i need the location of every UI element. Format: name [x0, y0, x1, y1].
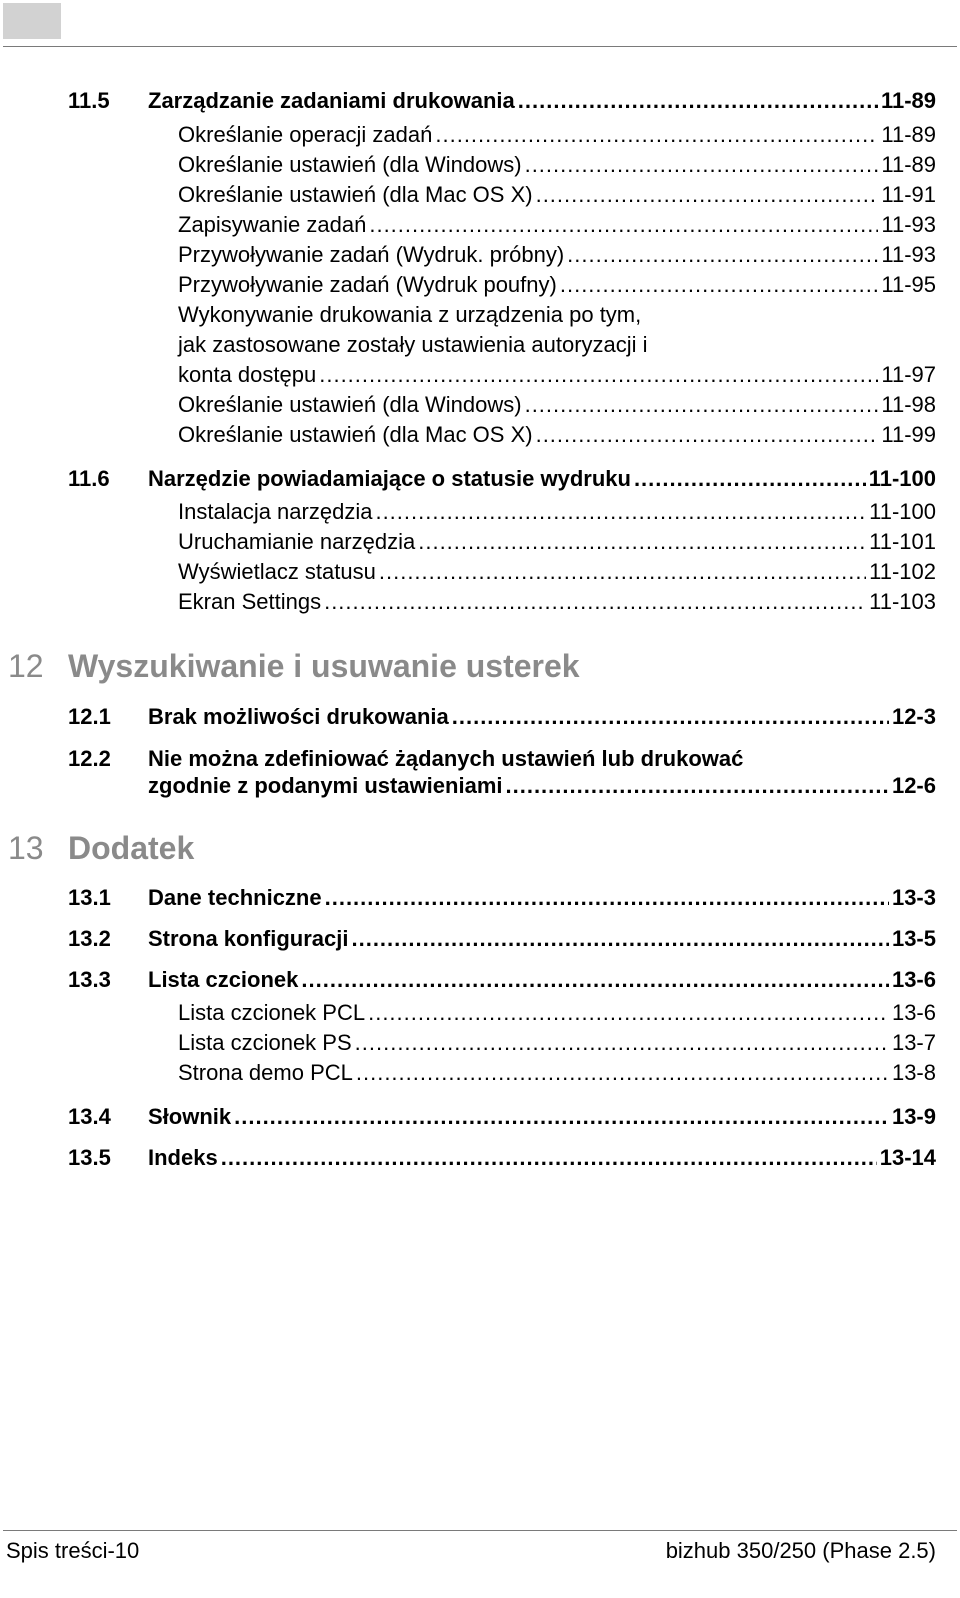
page-number: 11-95	[881, 272, 936, 297]
toc-section-13-3[interactable]	[68, 967, 936, 993]
toc-entry[interactable]	[178, 182, 936, 208]
toc-entry[interactable]	[178, 1030, 936, 1056]
leader-dots	[435, 122, 878, 148]
toc-section-13-2[interactable]	[68, 926, 936, 952]
toc-entry[interactable]	[178, 212, 936, 238]
page-number: 13-6	[891, 967, 936, 992]
page-number: 13-3	[891, 885, 936, 910]
toc-section-13-1[interactable]	[68, 885, 936, 911]
leader-dots	[369, 212, 878, 238]
page-number: 11-89	[881, 122, 936, 147]
entry-title: Instalacja narzędzia	[178, 499, 373, 524]
page-number: 13-5	[891, 926, 936, 951]
leader-dots	[518, 88, 878, 114]
chapter-title: Wyszukiwanie i usuwanie usterek	[68, 648, 580, 684]
entry-title: Przywoływanie zadań (Wydruk. próbny)	[178, 242, 565, 267]
leader-dots	[368, 1000, 889, 1026]
page-number: 12-3	[891, 704, 936, 729]
entry-title: Określanie ustawień (dla Mac OS X)	[178, 422, 533, 447]
entry-title: Lista czcionek PS	[178, 1030, 352, 1055]
leader-dots	[379, 559, 866, 585]
toc-entry[interactable]	[178, 589, 936, 615]
toc-section-12-1[interactable]	[68, 704, 936, 730]
leader-dots	[536, 422, 879, 448]
page-number: 12-6	[891, 773, 936, 798]
entry-title: Ekran Settings	[178, 589, 322, 614]
section-title: Dane techniczne	[148, 885, 322, 910]
page-number: 11-98	[881, 392, 936, 417]
leader-dots	[506, 773, 889, 799]
page-number: 11-93	[881, 212, 936, 237]
section-title: Słownik	[148, 1104, 232, 1129]
section-number: 12.2	[68, 746, 111, 771]
entry-title: Określanie operacji zadań	[178, 122, 433, 147]
leader-dots	[567, 242, 878, 268]
leader-dots	[536, 182, 879, 208]
leader-dots	[560, 272, 879, 298]
page-number: 11-99	[881, 422, 936, 447]
toc-entry[interactable]	[178, 1000, 936, 1026]
footer-rule	[3, 1530, 957, 1531]
leader-dots	[452, 704, 889, 730]
entry-title: Przywoływanie zadań (Wydruk poufny)	[178, 272, 557, 297]
entry-title: Uruchamianie narzędzia	[178, 529, 416, 554]
entry-title: Określanie ustawień (dla Windows)	[178, 392, 522, 417]
leader-dots	[325, 885, 889, 911]
entry-title-line: Wykonywanie drukowania z urządzenia po tym,	[178, 302, 642, 327]
leader-dots	[375, 499, 866, 525]
leader-dots	[324, 589, 866, 615]
toc-section-12-2[interactable]	[148, 773, 936, 799]
section-title: Strona konfiguracji	[148, 926, 349, 951]
page-number: 11-101	[869, 529, 936, 554]
entry-title-line: jak zastosowane zostały ustawienia autoryzacji i	[178, 332, 648, 357]
page-number: 11-102	[869, 559, 936, 584]
page-number: 13-8	[891, 1060, 936, 1085]
chapter-heading-12	[8, 648, 580, 685]
entry-title: Wyświetlacz statusu	[178, 559, 376, 584]
leader-dots	[356, 1060, 889, 1086]
entry-title: konta dostępu	[178, 362, 317, 387]
leader-dots	[525, 152, 879, 178]
leader-dots	[319, 362, 878, 388]
section-number: 11.6	[68, 466, 110, 491]
section-number: 11.5	[68, 88, 110, 113]
page-number: 11-89	[880, 88, 936, 113]
entry-title: Określanie ustawień (dla Mac OS X)	[178, 182, 533, 207]
toc-entry[interactable]	[178, 559, 936, 585]
page-number: 13-6	[891, 1000, 936, 1025]
footer-page-label: Spis treści-10	[6, 1538, 140, 1563]
leader-dots	[234, 1104, 889, 1130]
section-title: Indeks	[148, 1145, 218, 1170]
section-number: 13.2	[68, 926, 111, 951]
toc-entry[interactable]	[178, 272, 936, 298]
leader-dots	[351, 926, 888, 952]
entry-title: Zapisywanie zadań	[178, 212, 367, 237]
section-number: 13.4	[68, 1104, 111, 1129]
section-title-line: Nie można zdefiniować żądanych ustawień lub drukować	[148, 746, 744, 771]
page-number: 11-91	[881, 182, 936, 207]
toc-entry[interactable]	[178, 392, 936, 418]
chapter-number: 13	[8, 830, 44, 866]
toc-section-13-5[interactable]	[68, 1145, 936, 1171]
leader-dots	[525, 392, 879, 418]
page-number: 13-7	[891, 1030, 936, 1055]
toc-section-13-4[interactable]	[68, 1104, 936, 1130]
page-number: 11-103	[869, 589, 936, 614]
entry-title: Lista czcionek PCL	[178, 1000, 366, 1025]
leader-dots	[634, 466, 866, 492]
page-number: 13-9	[891, 1104, 936, 1129]
section-number: 13.5	[68, 1145, 111, 1170]
leader-dots	[221, 1145, 877, 1171]
section-number: 12.1	[68, 704, 111, 729]
leader-dots	[418, 529, 866, 555]
section-title: Zarządzanie zadaniami drukowania	[148, 88, 515, 113]
page-number: 11-97	[881, 362, 936, 387]
toc-entry[interactable]	[178, 422, 936, 448]
corner-tab	[3, 3, 61, 39]
chapter-number: 12	[8, 648, 44, 684]
entry-title: Strona demo PCL	[178, 1060, 353, 1085]
footer-product-name: bizhub 350/250 (Phase 2.5)	[665, 1538, 936, 1563]
toc-section-11-5[interactable]	[68, 88, 936, 114]
section-title: zgodnie z podanymi ustawieniami	[148, 773, 503, 798]
section-number: 13.1	[68, 885, 111, 910]
toc-entry[interactable]	[178, 152, 936, 178]
toc-entry[interactable]	[178, 1060, 936, 1086]
toc-entry[interactable]	[178, 362, 936, 388]
section-number: 13.3	[68, 967, 111, 992]
section-title: Narzędzie powiadamiające o statusie wydruku	[148, 466, 631, 491]
entry-title: Określanie ustawień (dla Windows)	[178, 152, 522, 177]
section-title: Brak możliwości drukowania	[148, 704, 449, 729]
page-number: 11-100	[869, 499, 936, 524]
chapter-title: Dodatek	[68, 830, 195, 866]
toc-section-11-6[interactable]	[68, 466, 936, 492]
page-number: 11-100	[868, 466, 936, 491]
page-number: 11-89	[881, 152, 936, 177]
toc-entry[interactable]	[178, 499, 936, 525]
toc-entry[interactable]	[178, 122, 936, 148]
leader-dots	[301, 967, 889, 993]
toc-entry[interactable]	[178, 529, 936, 555]
page-number: 13-14	[879, 1145, 936, 1170]
chapter-heading-13	[8, 830, 194, 867]
section-title: Lista czcionek	[148, 967, 299, 992]
leader-dots	[355, 1030, 889, 1056]
header-rule	[3, 46, 957, 47]
page-number: 11-93	[881, 242, 936, 267]
toc-entry[interactable]	[178, 242, 936, 268]
